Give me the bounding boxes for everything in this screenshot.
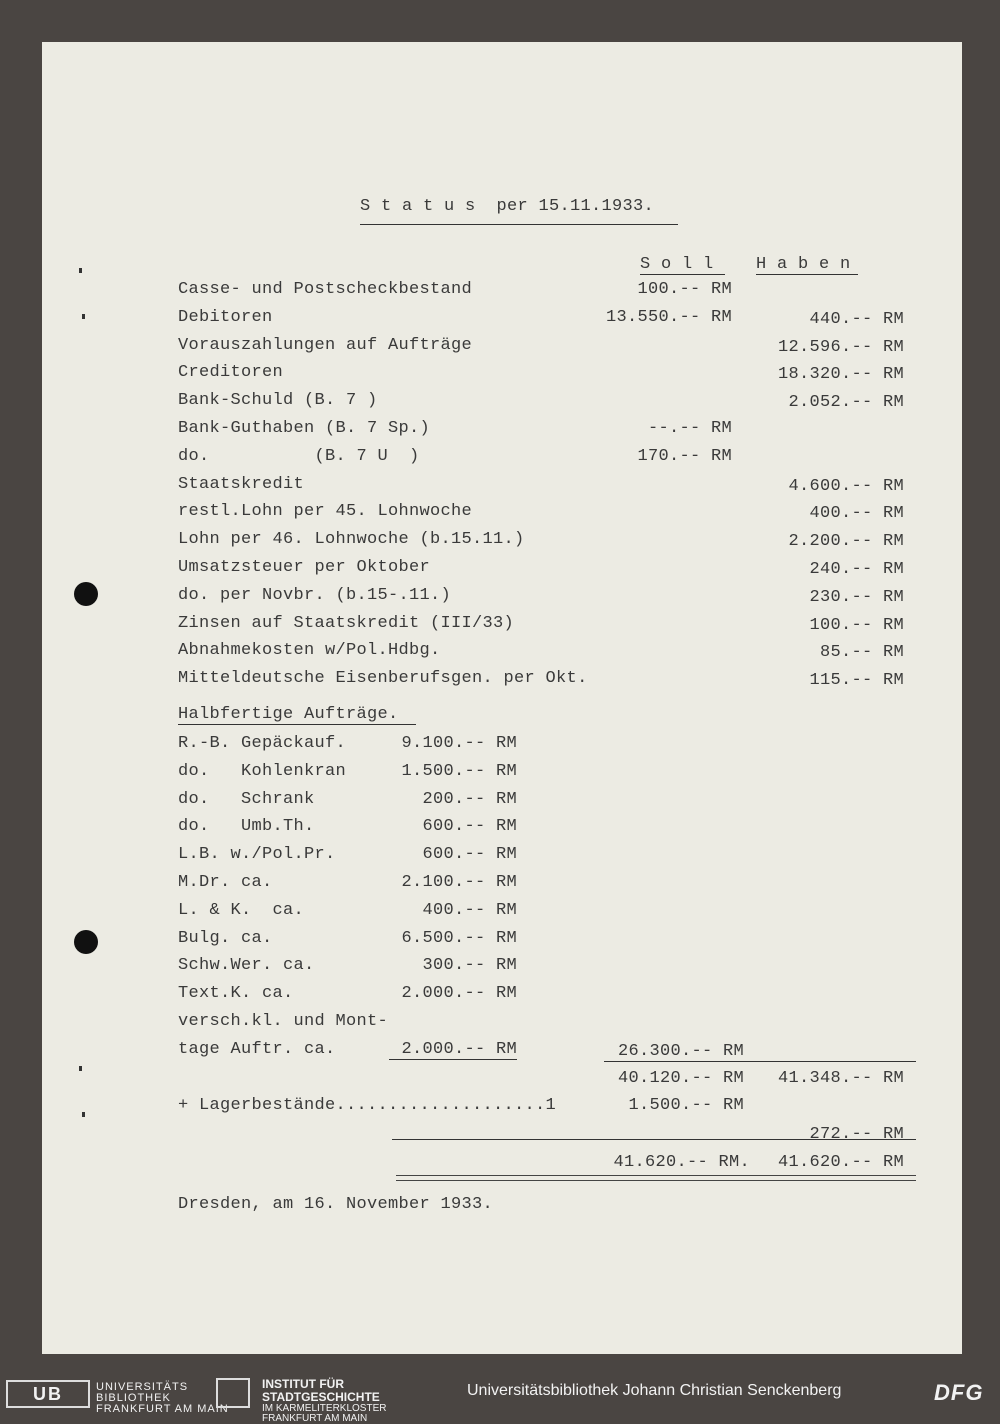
halbfertig-item-label: L. & K. ca. — [178, 900, 305, 920]
row-haben: 2.200.-- RM — [788, 532, 904, 552]
row-haben: 400.-- RM — [809, 504, 904, 524]
final-double-rule — [396, 1175, 916, 1181]
isg-text-line: STADTGESCHICHTE — [262, 1390, 380, 1404]
dfg-logo[interactable]: DFG — [934, 1380, 984, 1405]
row-label: do. (B. 7 U ) — [178, 446, 420, 466]
subtotal-rule — [604, 1061, 916, 1062]
isg-text-line: IM KARMELITERKLOSTER — [262, 1403, 387, 1414]
halbfertig-sum-line — [389, 1059, 517, 1060]
row-haben: 240.-- RM — [809, 560, 904, 579]
ub-text — [96, 1382, 229, 1415]
column-header-haben: H a b e n — [756, 255, 851, 274]
row-haben: 440.-- RM — [809, 309, 904, 329]
halbfertig-item-label: do. Kohlenkran — [178, 761, 347, 781]
halbfertig-item-label: do. Umb.Th. — [178, 817, 315, 837]
punch-hole-top — [74, 582, 98, 606]
row-haben: 230.-- RM — [809, 587, 904, 607]
row-haben: 100.-- RM — [809, 615, 904, 635]
punch-hole-bottom — [74, 930, 98, 954]
isg-text-line: FRANKFURT AM MAIN — [262, 1413, 368, 1424]
final-haben: 41.620.-- RM — [777, 1153, 904, 1172]
halbfertig-last-line-2: tage Auftr. ca. — [178, 1040, 336, 1059]
margin-mark — [79, 268, 82, 273]
signature-line: Dresden, am 16. November 1933. — [178, 1195, 494, 1214]
halbfertig-item-label: Schw.Wer. ca. — [178, 956, 315, 976]
isg-logo-icon[interactable] — [216, 1378, 250, 1408]
row-haben: 85.-- RM — [819, 643, 904, 663]
halbfertig-item-label: do. Schrank — [178, 789, 315, 809]
halbfertig-heading: Halbfertige Aufträge. — [178, 705, 399, 724]
row-label: Casse- und Postscheckbestand — [178, 280, 473, 299]
halbfertig-item-amount: 400.-- RM — [422, 900, 517, 920]
halbfertig-item-label: Text.K. ca. — [178, 984, 294, 1004]
row-label: do. per Novbr. (b.15-.11.) — [178, 585, 452, 605]
halbfertig-total-soll: 26.300.-- RM — [617, 1042, 744, 1061]
document-title: S t a t u s per 15.11.1933. — [360, 197, 655, 216]
margin-mark — [82, 1112, 85, 1117]
halbfertig-item-amount: 2.100.-- RM — [401, 873, 517, 892]
isg-text — [262, 1378, 386, 1424]
row-label: Bank-Guthaben (B. 7 Sp.) — [178, 419, 431, 438]
isg-text-line: INSTITUT FÜR — [262, 1377, 344, 1391]
row-label: Staatskredit — [178, 474, 305, 494]
ub-text-line: FRANKFURT AM MAIN — [96, 1403, 229, 1415]
halbfertig-item-amount: 2.000.-- RM — [401, 984, 517, 1004]
balance-haben: 272.-- RM — [809, 1125, 904, 1144]
halbfertig-item-label: Bulg. ca. — [178, 928, 273, 948]
margin-mark — [79, 1066, 82, 1071]
title-underline — [360, 224, 678, 225]
row-haben: 115.-- RM — [809, 671, 904, 691]
row-label: Debitoren — [178, 307, 273, 327]
row-soll: 100.-- RM — [637, 280, 732, 299]
row-soll: --.-- RM — [647, 419, 732, 438]
haben-underline — [756, 274, 858, 275]
halbfertig-item-label: R.-B. Gepäckauf. — [178, 734, 347, 753]
halbfertig-item-amount: 1.500.-- RM — [401, 761, 517, 781]
halbfertig-item-amount: 9.100.-- RM — [401, 734, 517, 753]
halbfertig-last-line-1: versch.kl. und Mont- — [178, 1012, 389, 1031]
document-page — [42, 42, 962, 1354]
halbfertig-item-amount: 600.-- RM — [422, 817, 517, 837]
row-label: Lohn per 46. Lohnwoche (b.15.11.) — [178, 530, 525, 550]
row-label: Creditoren — [178, 363, 284, 383]
row-haben: 18.320.-- RM — [777, 365, 904, 385]
halbfertig-item-amount: 6.500.-- RM — [401, 928, 517, 948]
row-soll: 13.550.-- RM — [605, 307, 732, 327]
halbfertig-item-amount: 200.-- RM — [422, 789, 517, 809]
final-soll: 41.620.-- RM. — [613, 1153, 750, 1172]
halbfertig-underline — [178, 724, 416, 725]
halbfertig-item-amount: 300.-- RM — [422, 956, 517, 976]
row-label: Zinsen auf Staatskredit (III/33) — [178, 613, 515, 633]
subtotal-soll: 40.120.-- RM — [617, 1069, 744, 1088]
row-label: Abnahmekosten w/Pol.Hdbg. — [178, 641, 441, 661]
row-haben: 12.596.-- RM — [777, 337, 904, 357]
footer-bar — [0, 1366, 1000, 1424]
row-label: restl.Lohn per 45. Lohnwoche — [178, 502, 473, 522]
lager-soll: 1.500.-- RM — [628, 1096, 744, 1115]
margin-mark — [82, 314, 85, 319]
ub-logo[interactable]: UB — [6, 1380, 90, 1408]
lager-label: + Lagerbestände....................1 — [178, 1096, 557, 1115]
subtotal-haben: 41.348.-- RM — [777, 1069, 904, 1088]
row-label: Mitteldeutsche Eisenberufsgen. per Okt. — [178, 669, 588, 689]
halbfertig-last-amount: 2.000.-- RM — [401, 1040, 517, 1059]
ub-text-line: UNIVERSITÄTS — [96, 1381, 189, 1393]
row-haben: 2.052.-- RM — [788, 393, 904, 413]
column-header-soll: S o l l — [640, 255, 714, 274]
row-label: Vorauszahlungen auf Aufträge — [178, 335, 473, 355]
soll-underline — [640, 274, 725, 275]
row-label: Bank-Schuld (B. 7 ) — [178, 391, 378, 411]
row-label: Umsatzsteuer per Oktober — [178, 558, 431, 577]
footer-library-name[interactable]: Universitätsbibliothek Johann Christian Senckenberg — [467, 1382, 842, 1399]
halbfertig-item-label: L.B. w./Pol.Pr. — [178, 845, 336, 865]
halbfertig-item-label: M.Dr. ca. — [178, 873, 273, 892]
row-haben: 4.600.-- RM — [788, 476, 904, 496]
halbfertig-item-amount: 600.-- RM — [422, 845, 517, 865]
row-soll: 170.-- RM — [637, 446, 732, 466]
ub-text-line: BIBLIOTHEK — [96, 1392, 171, 1404]
